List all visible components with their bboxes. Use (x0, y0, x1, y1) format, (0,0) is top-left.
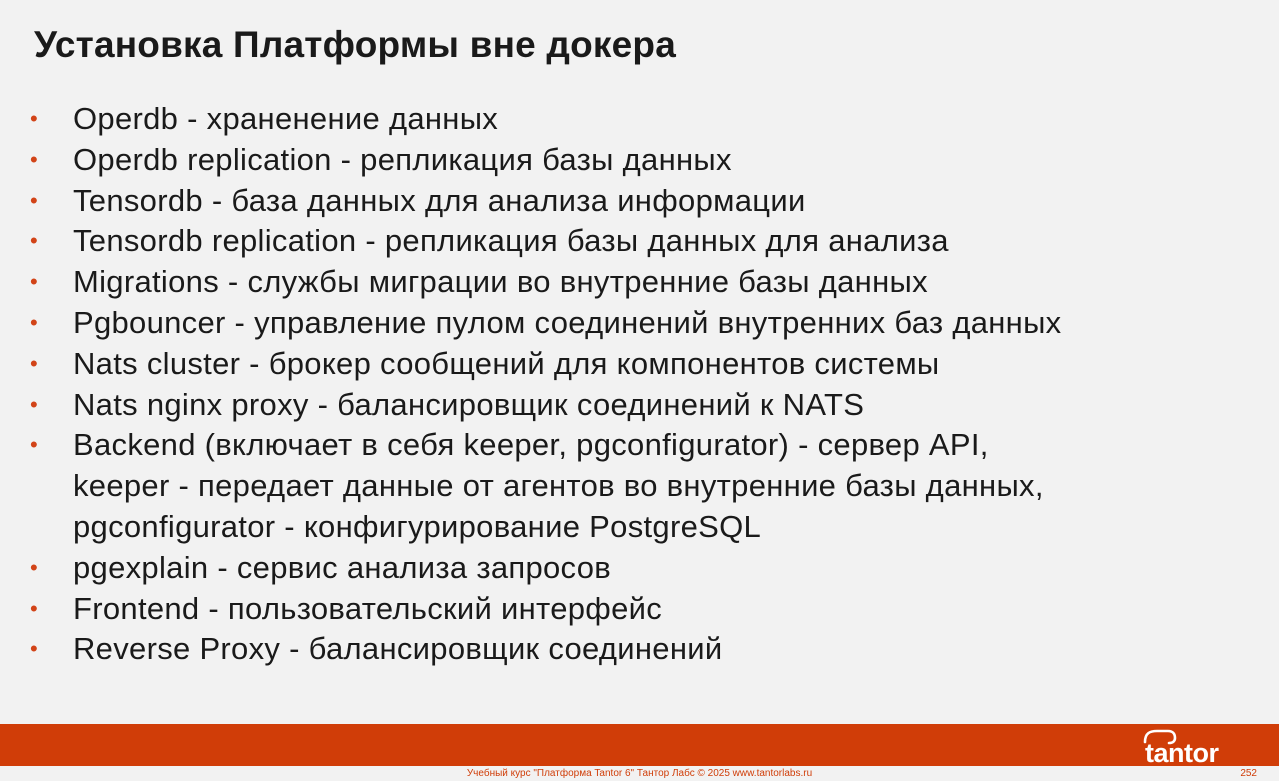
bullet-icon: • (30, 269, 39, 295)
list-item: • Tensordb - база данных для анализа информации (30, 181, 1250, 222)
list-item: • Nats cluster - брокер сообщений для компонентов системы (30, 344, 1250, 385)
bullet-icon: • (30, 391, 39, 417)
bullet-icon: • (30, 146, 39, 172)
list-item: • Backend (включает в себя keeper, pgconfigurator) - сервер API, (30, 425, 1250, 466)
list-item: • Operdb replication - репликация базы данных (30, 140, 1250, 181)
list-item: • Nats nginx proxy - балансировщик соединений к NATS (30, 385, 1250, 426)
svg-text:tantor: tantor (1145, 738, 1219, 766)
slide-title: Установка Платформы вне докера (34, 24, 676, 65)
footer-caption: Учебный курс "Платформа Tantor 6" Тантор Лабс © 2025 www.tantorlabs.ru (466, 768, 813, 779)
footer-bar (0, 724, 1279, 766)
bullet-icon: • (30, 595, 39, 621)
bullet-icon: • (30, 106, 39, 131)
bullet-list (30, 99, 1250, 670)
bullet-icon: • (30, 432, 39, 458)
list-item: • Reverse Proxy - балансировщик соединений (30, 629, 1250, 670)
list-item-continuation: pgconfigurator - конфигурирование PostgreSQL (73, 508, 762, 544)
page-number: 252 (1240, 768, 1257, 779)
bullet-icon: • (30, 228, 39, 254)
bullet-icon: • (30, 187, 39, 213)
list-item: • Pgbouncer - управление пулом соединений внутренних баз данных (30, 303, 1250, 344)
list-item: • Frontend - пользовательский интерфейс (30, 589, 1250, 630)
list-item: • pgexplain - сервис анализа запросов (30, 548, 1250, 589)
bullet-icon: • (30, 554, 39, 580)
tantor-logo-icon (1142, 728, 1232, 766)
bullet-icon: • (30, 350, 39, 376)
list-item: • Tensordb replication - репликация базы данных для анализа (30, 221, 1250, 262)
bullet-icon: • (30, 309, 39, 335)
list-item-continuation: keeper - передает данные от агентов во внутренние базы данных, (73, 468, 1044, 504)
list-item: • Migrations - службы миграции во внутренние базы данных (30, 262, 1250, 303)
bullet-icon: • (30, 636, 39, 662)
list-item: • Operdb - храненение данных (30, 99, 1250, 140)
